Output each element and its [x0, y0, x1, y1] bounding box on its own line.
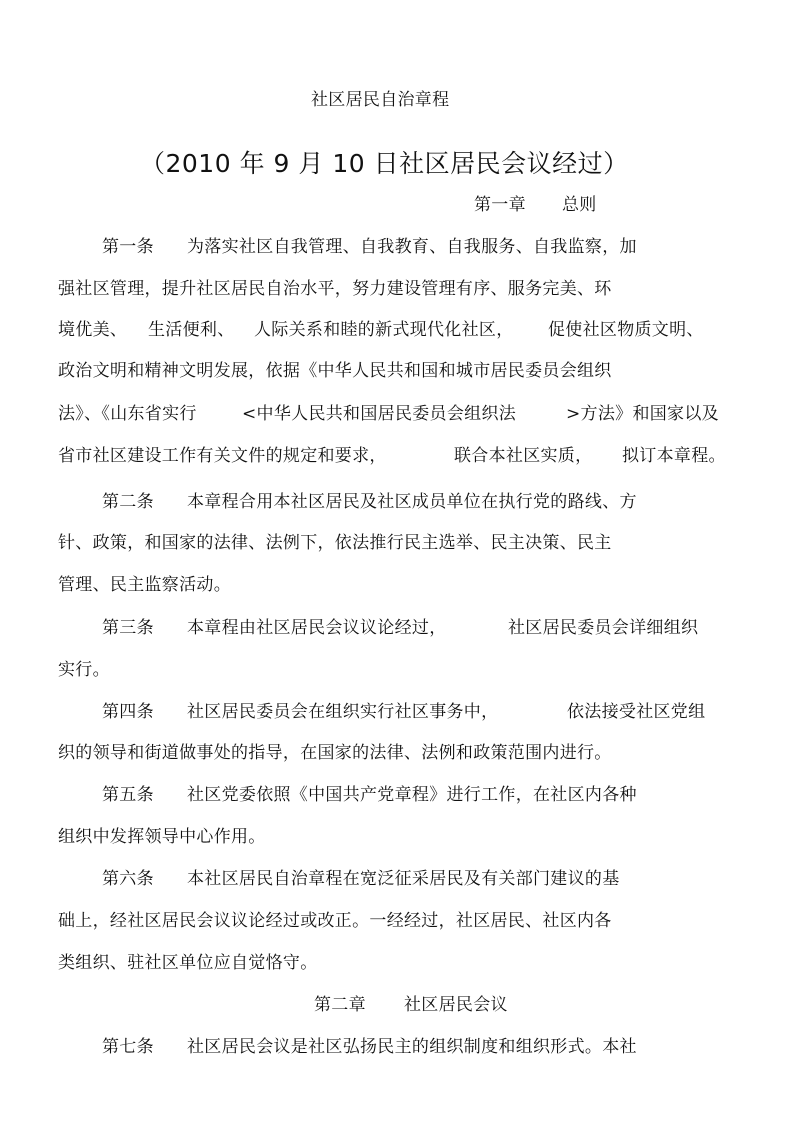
article-5-line-1: 社区党委依照《中国共产党章程》进行工作，在社区内各种 [187, 785, 637, 805]
article-1-label: 第一条 [102, 237, 154, 257]
article-1-line-4: 政治文明和精神文明发展，依据《中华人民共和国和城市居民委员会组织 [58, 361, 612, 381]
article-2-label: 第二条 [102, 492, 154, 512]
article-2-line-2: 针、政策，和国家的法律、法例下，依法推行民主选举、民主决策、民主 [58, 533, 612, 553]
article-7-line-1: 社区居民会议是社区弘扬民主的组织制度和组织形式。本社 [187, 1037, 637, 1057]
article-7-label: 第七条 [102, 1037, 154, 1057]
document-subtitle: （2010 年 9 月 10 日社区居民会议经过） [140, 149, 629, 178]
article-6-label: 第六条 [102, 869, 154, 889]
article-1-line-3b: 生活便利、 [148, 320, 235, 340]
article-2-line-3: 管理、民主监察活动。 [58, 575, 231, 595]
article-5-line-2: 组织中发挥领导中心作用。 [58, 827, 266, 847]
article-1-line-5c: >方法》和国家以及 [566, 404, 719, 424]
article-2-line-1: 本章程合用本社区居民及社区成员单位在执行党的路线、方 [187, 492, 637, 512]
article-1-line-5a: 法》、《山东省实行 [58, 404, 197, 424]
article-5-label: 第五条 [102, 785, 154, 805]
article-6-line-3: 类组织、驻社区单位应自觉恪守。 [58, 953, 318, 973]
article-6-line-1: 本社区居民自治章程在宽泛征采居民及有关部门建议的基 [187, 869, 620, 889]
article-1-line-5b: <中华人民共和国居民委员会组织法 [242, 404, 517, 424]
article-4-line-2: 织的领导和街道做事处的指导，在国家的法律、法例和政策范围内进行。 [58, 743, 612, 763]
document-title: 社区居民自治章程 [311, 90, 450, 110]
article-4-label: 第四条 [102, 702, 154, 722]
chapter-1-number: 第一章 [474, 195, 526, 215]
article-3-line-2: 实行。 [58, 660, 110, 680]
article-1-line-3d: 促使社区物质文明、 [548, 320, 704, 340]
article-3-label: 第三条 [102, 618, 154, 638]
chapter-1-name: 总则 [562, 195, 597, 215]
article-1-line-6b: 联合本社区实质， [454, 446, 593, 466]
article-1-line-2: 强社区管理，提升社区居民自治水平，努力建设管理有序、服务完美、环 [58, 279, 612, 299]
article-1-line-6c: 拟订本章程。 [622, 446, 726, 466]
chapter-2-number: 第二章 [314, 995, 366, 1015]
article-4-line-1a: 社区居民委员会在组织实行社区事务中， [187, 702, 499, 722]
chapter-2-name: 社区居民会议 [404, 995, 508, 1015]
article-6-line-2: 础上，经社区居民会议议论经过或改正。一经经过，社区居民、社区内各 [58, 911, 612, 931]
article-1-line-6a: 省市社区建设工作有关文件的规定和要求， [58, 446, 387, 466]
article-3-line-1b: 社区居民委员会详细组织 [508, 618, 699, 638]
article-1-line-3c: 人际关系和睦的新式现代化社区， [254, 320, 514, 340]
article-3-line-1a: 本章程由社区居民会议议论经过， [187, 618, 447, 638]
article-1-line-1: 为落实社区自我管理、自我教育、自我服务、自我监察，加 [187, 237, 637, 257]
article-1-line-3a: 境优美、 [58, 320, 128, 340]
article-4-line-1b: 依法接受社区党组 [567, 702, 706, 722]
